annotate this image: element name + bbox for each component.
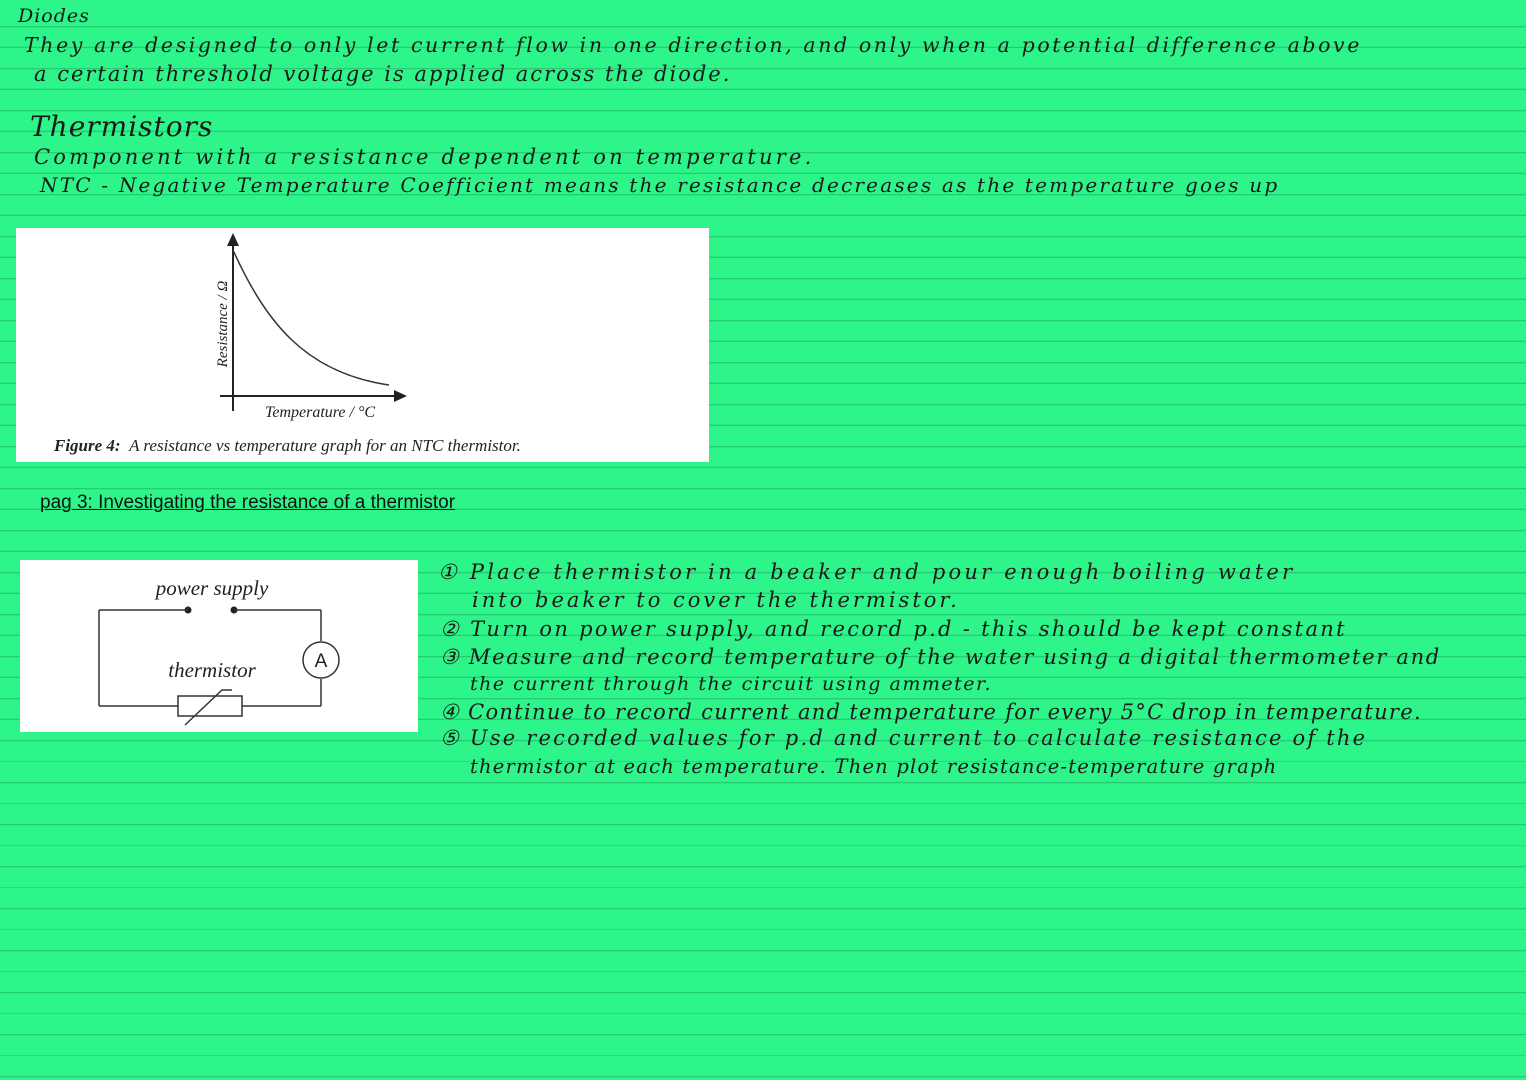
y-axis-label: Resistance / Ω [215, 280, 231, 368]
figure-caption [54, 436, 521, 456]
figure-4-panel [16, 228, 709, 462]
practical-heading: pag 3: Investigating the resistance of a thermistor [40, 492, 456, 513]
step-5-line-1: ⑤ Use recorded values for p.d and current to calculate resistance of the [440, 726, 1368, 750]
thermistors-line-2: NTC - Negative Temperature Coefficient means the resistance decreases as the temperature goes up [40, 173, 1280, 197]
circuit-panel [20, 560, 418, 732]
y-axis-arrow-icon [227, 233, 239, 246]
diodes-line-2: a certain threshold voltage is applied across the diode. [34, 62, 732, 86]
ntc-curve [233, 250, 389, 385]
x-axis-label: Temperature / °C [264, 404, 376, 421]
step-2: ② Turn on power supply, and record p.d - this should be kept constant [440, 617, 1347, 641]
step-4: ④ Continue to record current and temperature for every 5°C drop in temperature. [440, 700, 1422, 724]
step-5-line-2: thermistor at each temperature. Then plot resistance-temperature graph [470, 755, 1278, 778]
step-3-line-2: the current through the circuit using ammeter. [470, 673, 993, 695]
ntc-graph [16, 228, 709, 462]
thermistors-title: Thermistors [30, 110, 214, 143]
thermistor-icon [178, 696, 242, 716]
diodes-line-1: They are designed to only let current flow in one direction, and only when a potential difference above [24, 33, 1362, 57]
step-3-line-1: ③ Measure and record temperature of the water using a digital thermometer and [440, 645, 1441, 669]
figure-caption-label: Figure 4: [54, 436, 121, 455]
diodes-title: Diodes [18, 5, 90, 27]
step-1-line-1: ① Place thermistor in a beaker and pour enough boiling water [438, 560, 1296, 584]
thermistor-label: thermistor [168, 658, 256, 682]
ammeter-label: A [314, 651, 328, 672]
step-1-line-2: into beaker to cover the thermistor. [472, 588, 960, 612]
power-supply-label: power supply [155, 576, 269, 600]
thermistors-line-1: Component with a resistance dependent on temperature. [34, 145, 815, 169]
figure-caption-text: A resistance vs temperature graph for an NTC thermistor. [129, 436, 521, 455]
x-axis-arrow-icon [394, 390, 407, 402]
circuit-diagram [20, 560, 418, 732]
